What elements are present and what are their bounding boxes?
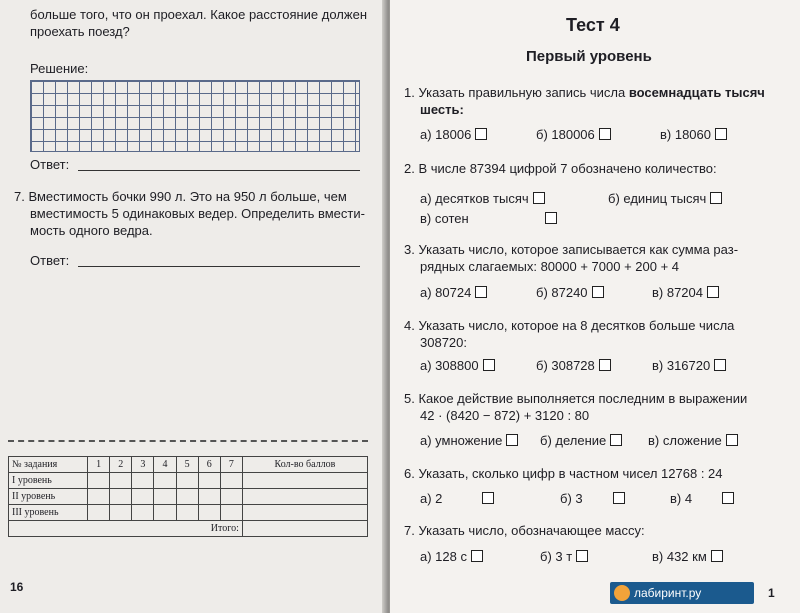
q4-option-b[interactable] — [536, 357, 611, 374]
q2-option-a-label: а) десятков тысяч — [420, 191, 529, 206]
q5-option-b[interactable] — [540, 432, 622, 449]
q2-option-b[interactable] — [608, 190, 722, 207]
q4-option-a[interactable] — [420, 357, 495, 374]
q3-line-2: рядных слагаемых: 80000 + 7000 + 200 + 4 — [420, 259, 680, 274]
answer-label-2: Ответ: — [30, 253, 70, 268]
table-row — [9, 505, 368, 521]
table-header-row — [9, 457, 368, 473]
table-total-row — [9, 521, 368, 537]
table-header-score: Кол-во баллов — [242, 457, 367, 473]
q7-line-1: 7. Указать число, обозначающее массу: — [404, 523, 645, 538]
table-row-label: III уровень — [9, 505, 88, 521]
table-col-2: 2 — [110, 457, 132, 473]
table-cell[interactable] — [176, 489, 198, 505]
q1-option-b[interactable] — [536, 126, 611, 143]
table-cell[interactable] — [110, 473, 132, 489]
page-number-right: 1 — [768, 586, 775, 600]
solution-grid — [30, 80, 360, 152]
table-cell[interactable] — [132, 505, 154, 521]
q5-option-b-label: б) деление — [540, 433, 607, 448]
checkbox[interactable] — [599, 128, 611, 140]
watermark-logo — [610, 582, 754, 604]
solution-label: Решение: — [30, 61, 89, 76]
q6-line-1: 6. Указать, сколько цифр в частном чисел 12768 : 24 — [404, 466, 723, 481]
q1-option-a[interactable] — [420, 126, 487, 143]
q7-option-a-label: а) 128 с — [420, 549, 467, 564]
problem-7-line-3: мость одного ведра. — [30, 223, 153, 238]
checkbox[interactable] — [475, 128, 487, 140]
q1-option-c-label: в) 18060 — [660, 127, 711, 142]
page-number-left: 16 — [10, 580, 24, 594]
q3-option-c[interactable] — [652, 284, 719, 301]
q5-line-1: 5. Какое действие выполняется последним в выражении — [404, 391, 748, 406]
q7-option-b[interactable] — [540, 548, 588, 565]
checkbox[interactable] — [599, 359, 611, 371]
q7-option-a[interactable] — [420, 548, 483, 565]
q4-line-1: 4. Указать число, которое на 8 десятков больше числа — [404, 318, 735, 333]
table-cell[interactable] — [220, 505, 242, 521]
table-col-6: 6 — [198, 457, 220, 473]
table-row — [9, 489, 368, 505]
intro-line-2: проехать поезд? — [30, 24, 130, 39]
problem-7-line-1: 7. Вместимость бочки 990 л. Это на 950 л больше, чем — [14, 189, 347, 204]
table-cell[interactable] — [132, 489, 154, 505]
checkbox[interactable] — [613, 492, 625, 504]
checkbox[interactable] — [726, 434, 738, 446]
q1-option-b-label: б) 180006 — [536, 127, 595, 142]
watermark-text: лабиринт.ру — [634, 586, 702, 600]
answer-label-1: Ответ: — [30, 157, 70, 172]
q7-option-c[interactable] — [652, 548, 723, 565]
checkbox[interactable] — [545, 212, 557, 224]
left-page — [0, 0, 388, 613]
q3-option-b-label: б) 87240 — [536, 285, 588, 300]
checkbox[interactable] — [482, 492, 494, 504]
q2-option-c-label: в) сотен — [420, 211, 469, 226]
checkbox[interactable] — [710, 192, 722, 204]
table-total-label: Итого: — [9, 521, 243, 537]
checkbox[interactable] — [533, 192, 545, 204]
table-col-7: 7 — [220, 457, 242, 473]
checkbox[interactable] — [711, 550, 723, 562]
q6-option-a[interactable] — [420, 490, 494, 507]
table-col-1: 1 — [88, 457, 110, 473]
q1-bold-text: восемнадцать тысяч — [628, 85, 765, 100]
q3-line-1: 3. Указать число, которое записывается как сумма раз- — [404, 242, 739, 257]
q2-line-1: 2. В числе 87394 цифрой 7 обозначено количество: — [404, 161, 717, 176]
table-cell[interactable] — [132, 473, 154, 489]
q4-option-c-label: в) 316720 — [652, 358, 711, 373]
table-cell[interactable] — [88, 489, 110, 505]
q1-line-2: шесть: — [420, 102, 464, 117]
table-cell[interactable] — [88, 473, 110, 489]
q1-text: 1. Указать правильную запись числа — [404, 85, 629, 100]
checkbox[interactable] — [506, 434, 518, 446]
checkbox[interactable] — [714, 359, 726, 371]
table-cell[interactable] — [220, 489, 242, 505]
answer-line-2[interactable] — [78, 266, 360, 267]
table-cell[interactable] — [110, 505, 132, 521]
q3-option-a[interactable] — [420, 284, 487, 301]
cut-line — [8, 440, 368, 442]
checkbox[interactable] — [475, 286, 487, 298]
table-cell[interactable] — [220, 473, 242, 489]
score-table — [8, 456, 368, 537]
q5-option-c-label: в) сложение — [648, 433, 722, 448]
table-cell[interactable] — [242, 505, 367, 521]
checkbox[interactable] — [610, 434, 622, 446]
checkbox[interactable] — [722, 492, 734, 504]
problem-7-line-2: вместимость 5 одинаковых ведер. Определить вмести- — [30, 206, 365, 221]
q6-option-c-label: в) 4 — [670, 491, 693, 506]
right-page — [390, 0, 800, 613]
q1-option-c[interactable] — [660, 126, 727, 143]
table-cell[interactable] — [88, 505, 110, 521]
q1-line-1 — [404, 84, 765, 101]
intro-line-1: больше того, что он проехал. Какое расстояние должен — [30, 7, 367, 22]
q5-option-a-label: а) умножение — [420, 433, 503, 448]
table-cell[interactable] — [154, 473, 176, 489]
table-total-cell[interactable] — [242, 521, 367, 537]
answer-line-1[interactable] — [78, 170, 360, 171]
q2-option-b-label: б) единиц тысяч — [608, 191, 707, 206]
q3-option-a-label: а) 80724 — [420, 285, 472, 300]
q4-option-b-label: б) 308728 — [536, 358, 595, 373]
q6-option-c[interactable] — [670, 490, 734, 507]
q6-option-a-label: а) 2 — [420, 491, 443, 506]
q3-option-c-label: в) 87204 — [652, 285, 703, 300]
table-row-label: I уровень — [9, 473, 88, 489]
checkbox[interactable] — [576, 550, 588, 562]
table-cell[interactable] — [242, 489, 367, 505]
q3-option-b[interactable] — [536, 284, 604, 301]
table-header-task: № задания — [9, 457, 88, 473]
checkbox[interactable] — [471, 550, 483, 562]
q4-line-2: 308720: — [420, 335, 467, 350]
checkbox[interactable] — [483, 359, 495, 371]
table-cell[interactable] — [154, 489, 176, 505]
q5-option-c[interactable] — [648, 432, 738, 449]
table-col-3: 3 — [132, 457, 154, 473]
table-cell[interactable] — [176, 473, 198, 489]
q4-option-a-label: а) 308800 — [420, 358, 479, 373]
checkbox[interactable] — [715, 128, 727, 140]
table-cell[interactable] — [110, 489, 132, 505]
table-cell[interactable] — [242, 473, 367, 489]
checkbox[interactable] — [592, 286, 604, 298]
q2-option-c[interactable] — [420, 210, 557, 227]
test-title: Тест 4 — [566, 15, 620, 35]
q1-option-a-label: а) 18006 — [420, 127, 472, 142]
q4-option-c[interactable] — [652, 357, 726, 374]
q2-option-a[interactable] — [420, 190, 545, 207]
table-cell[interactable] — [198, 505, 220, 521]
table-cell[interactable] — [176, 505, 198, 521]
q7-option-c-label: в) 432 км — [652, 549, 707, 564]
table-col-4: 4 — [154, 457, 176, 473]
table-row-label: II уровень — [9, 489, 88, 505]
table-col-5: 5 — [176, 457, 198, 473]
table-cell[interactable] — [198, 473, 220, 489]
q5-line-2: 42 · (8420 − 872) + 3120 : 80 — [420, 408, 590, 423]
table-row — [9, 473, 368, 489]
q5-option-a[interactable] — [420, 432, 518, 449]
table-cell[interactable] — [154, 505, 176, 521]
checkbox[interactable] — [707, 286, 719, 298]
table-cell[interactable] — [198, 489, 220, 505]
q6-option-b[interactable] — [560, 490, 625, 507]
q7-option-b-label: б) 3 т — [540, 549, 573, 564]
level-subtitle: Первый уровень — [526, 48, 652, 65]
q6-option-b-label: б) 3 — [560, 491, 583, 506]
labirint-icon — [614, 585, 630, 601]
